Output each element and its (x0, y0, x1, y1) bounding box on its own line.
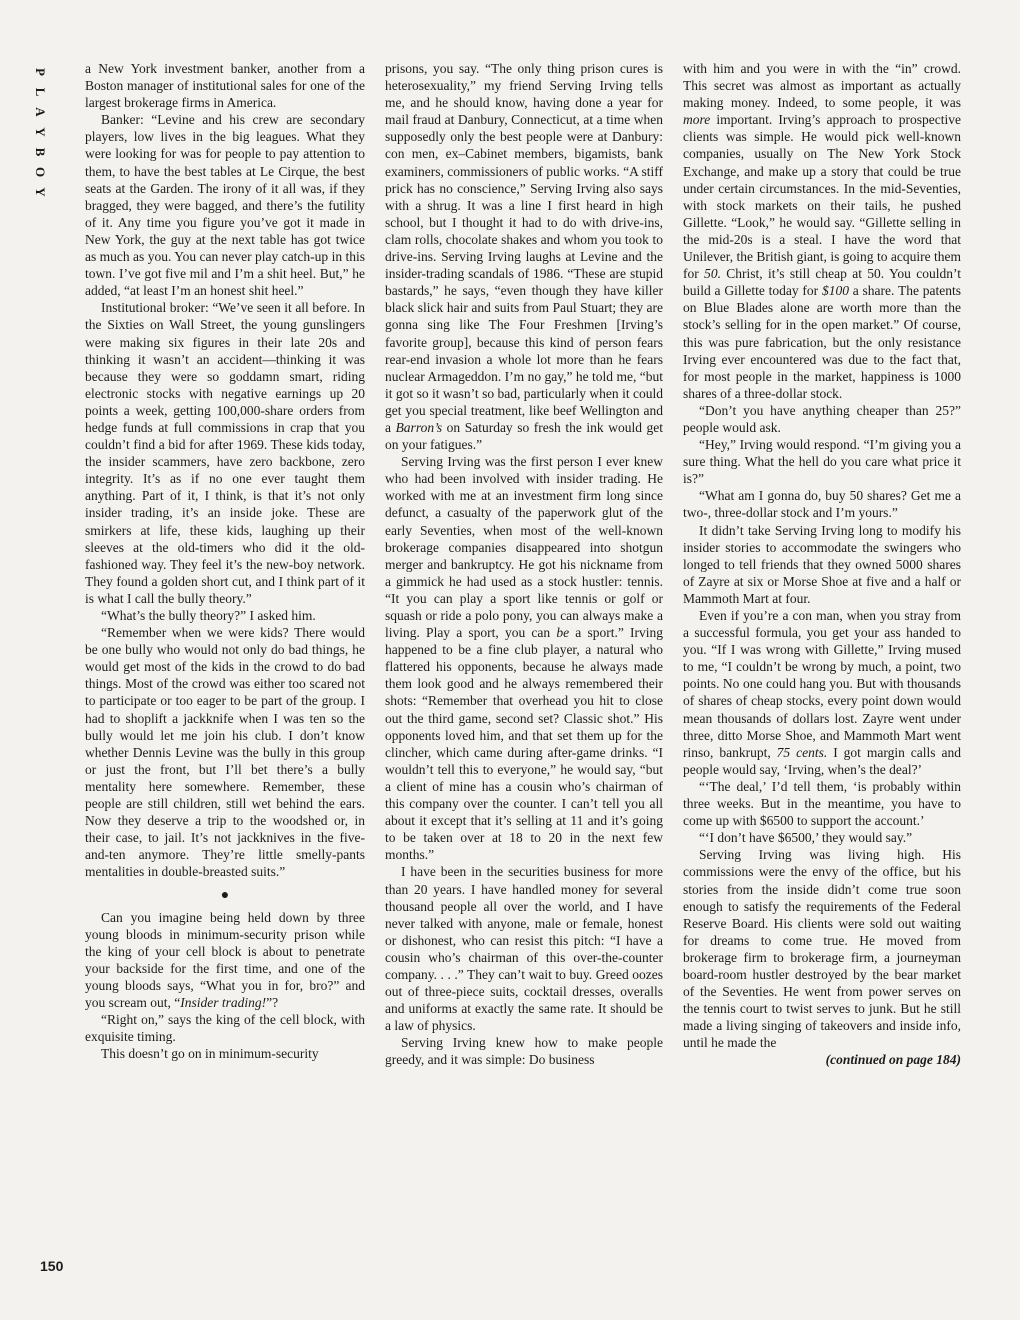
paragraph: “Remember when we were kids? There would be one bully who would not only do bad things, he would get most of the kids in the crowd to do bad things. Most of the crowd was either too scared not to participate or too eager to be part of the group. I had to shoplift a jackknife when I was ten so the bully would let me join his club. I don’t know whether Dennis Levine was the bully in this group or just the front, but I’ll bet there’s a bully mentality here somewhere. Remember, these people are still children, still wet behind the ears. Now they deserve a trip to the woodshed or, in their case, to jail. It’s not jackknives in the five-and-ten anymore. They’re little smelly-pants mentalities in double-breasted suits.” (85, 625, 365, 880)
paragraph (85, 909, 365, 1012)
paragraph: I have been in the securities business for more than 20 years. I have handled money for several thousand people all over the world, and I have never talked with anyone, male or female, honest or dishonest, who can resist this pitch: “I have a cousin who’s chairman of this over-the-counter company. . . .” They can’t wait to buy. Greed oozes out of three-piece suits, cocktail dresses, overalls and uniforms at exactly the same rate. It should be a law of physics. (385, 864, 663, 1034)
text-run: Even if you’re a con man, when you stray from a successful formula, you get your ass handed to you. “If I was wrong with Gillette,” Irving mused to me, “I couldn’t be wrong by much, a point, two points. No one could hang you. But with thousands of shares of cheap stocks, every point down would mean thousands of dollars lost. Zayre went under three, ditto Morse Shoe, and Mammoth Mart went rinso, bankrupt, (683, 608, 961, 760)
text-run: on Saturday so fresh the ink would get on your fatigues.” (385, 419, 664, 453)
text-run: ”? (266, 994, 279, 1010)
paragraph (385, 453, 663, 863)
text-run: important. Irving’s approach to prospective clients was simple. He would pick well-known companies, usually on The New York Stock Exchange, and make up a story that could be true under certain circumstances. In the mid-Seventies, with stock markets on their tails, he pushed Gillette. “Look,” he would say. “Gillette selling in the mid-20s is a steal. I have the word that Unilever, the British giant, is going to acquire them for (683, 112, 961, 282)
text-run: Can you imagine being held down by three young bloods in minimum-security prison while the king of your cell block is about to penetrate your backside for the first time, and one of the young bloods says, “What you in for, bro?” and you scream out, “ (85, 909, 365, 1010)
emphasis-text: 50. (704, 266, 721, 282)
sidebar-letter: P (33, 68, 48, 76)
paragraph: “Right on,” says the king of the cell block, with exquisite timing. (85, 1012, 365, 1045)
text-run: a sport.” Irving happened to be a fine club player, a natural who flattered his opponents, because he always made them look good and he always remembered their shots: “Remember that overhead you hit to close out the third game, second set? Classic shot.” His opponents loved him, and that set them up for the clincher, which came during after-game drinks. “I wouldn’t tell this to everyone,” he would say, “but a client of mine has a cousin who’s chairman of this company over the counter. I can’t tell you all about it except that it’s selling at 11 and it’s going to be taken over at 18 to 20 in the next few months.” (385, 625, 663, 863)
sidebar-letter: A (33, 107, 48, 117)
paragraph: “Hey,” Irving would respond. “I’m giving you a sure thing. What the hell do you care what price it is?” (683, 437, 961, 487)
sidebar-letter: L (33, 87, 48, 97)
paragraph (683, 607, 961, 778)
paragraph (385, 60, 663, 453)
paragraph: Serving Irving was living high. His commissions were the envy of the office, but his stories from the inside didn’t come true soon enough to satisfy the requirements of the Federal Reserve Board. His clients were sold out waiting for dreams to come true. He moved from brokerage firm to brokerage firm, a journeyman board-room hustler destroyed by the bear market of the Seventies. He went from power serves on the tennis court to twist serves to junk. But he still made a living singing of takeovers and inside info, until he made the (683, 847, 961, 1051)
paragraph: a New York investment banker, another from a Boston manager of institutional sales for one of the largest brokerage firms in America. (85, 61, 365, 111)
sidebar-letter: Y (33, 127, 48, 137)
sidebar-letter: B (33, 147, 48, 157)
paragraph: Institutional broker: “We’ve seen it all before. In the Sixties on Wall Street, the young gunslingers were making six figures in their late 20s and thinking it wasn’t an accident—thinking it was because they were so goddamn smart, riding electronic stocks with negative earnings up 20 points a week, getting 100,000-share orders from hedge funds at full commissions in crap that you couldn’t find a bid for after 1969. These kids today, the insider scammers, have zero backbone, zero integrity. It’s as if no one ever taught them anything. Part of it, I think, is that it’s not only insider trading, it’s an inside joke. These are smirkers at life, these kids, laughing up their sleeves at the old-timers who did it the old-fashioned way. They feel it’s the new-boy network. They found a golden short cut, and I think part of it is what I call the bully theory.” (85, 300, 365, 606)
page-number: 150 (40, 1258, 64, 1274)
paragraph: This doesn’t go on in minimum-security (101, 1046, 319, 1062)
emphasis-text: be (556, 625, 570, 641)
emphasis-text: more (683, 112, 711, 128)
text-run: with him and you were in with the “in” crowd. This secret was almost as important as actually making money. Indeed, to some people, it was (683, 61, 961, 111)
paragraph: “What am I gonna do, buy 50 shares? Get me a two-, three-dollar stock and I’m yours.” (683, 488, 961, 521)
paragraph: “‘The deal,’ I’d tell them, ‘is probably within three weeks. But in the meantime, you have to come up with $6500 to support the account.’ (683, 778, 961, 829)
article-column-2 (385, 60, 663, 1069)
emphasis-text: $100 (821, 283, 849, 299)
paragraph: “Don’t you have anything cheaper than 25?” people would ask. (683, 402, 961, 435)
paragraph: “What’s the bully theory?” I asked him. (101, 608, 316, 623)
paragraph: “‘I don’t have $6500,’ they would say.” (699, 830, 913, 846)
text-run: prisons, you say. “The only thing prison cures is heterosexuality,” my friend Serving Irving tells me, and he should know, having done a year for mail fraud at Danbury, Connecticut, at a time when supposedly only the best people were at Danbury: con men, ex–Cabinet members, bigamists, bank examiners, commissioners of public works. “A stiff prick has no conscience,” Serving Irving also says with a shrug. It was a line I first heard in high school, but I thought it had to do with drive-ins, clam rolls, chocolate shakes and whom you took to drive-ins. Serving Irving laughs at Levine and the insider-trading scandals of 1986. “These are stupid bastards,” he says, “even though they have killer black slick hair and suits from Paul Stuart; they are gonna sing like The Four Freshmen [Irving’s favorite group], because this kind of person fears rear-end invasion a whole lot more than he fears nuclear Armageddon. I’m no gay,” he told me, “but it got so it wasn’t so bad, particularly when it could get you special treatment, like beef Wellington and a (385, 61, 663, 435)
article-column-3 (683, 60, 961, 1069)
text-run: a share. The patents on Blue Blades alone are worth more than the stock’s selling for in the open market.” Of course, this was pure fabrication, but the only resistance Irving ever encountered was due to the fact that, for most people in the market, happiness is 1000 shares of a three-dollar stock. (683, 283, 961, 401)
emphasis-text: Barron’s (395, 419, 443, 435)
article-column-1 (85, 60, 365, 1062)
text-run: I got margin calls and people would say, ‘Irving, when’s the deal?’ (683, 744, 961, 777)
text-run: Serving Irving was the first person I ever knew who had been involved with insider trading. He worked with me at an investment firm long since defunct, a casualty of the paperwork glut of the early Seventies, when most of the well-known brokerage companies disappeared into shotgun merger and bankruptcy. He got his nickname from a gimmick he had used as a stock hustler: tennis. “It you can play a sport like tennis or golf or squash or ride a polo pony, you can always make a living. Play a sport, you can (385, 454, 663, 641)
continued-on-page-note: (continued on page 184) (825, 1052, 961, 1068)
sidebar-letter: O (33, 166, 48, 178)
paragraph: It didn’t take Serving Irving long to modify his insider stories to accommodate the swingers who longed to tell friends that they owned 5000 shares of Zayre at six or Morse Shoe at five and a half or Mammoth Mart at four. (683, 522, 961, 606)
emphasis-text: Insider trading! (180, 994, 267, 1010)
paragraph (683, 60, 961, 402)
sidebar-letter: Y (33, 187, 48, 197)
section-break-bullet: ● (220, 887, 230, 903)
text-run: Christ, it’s still cheap at 50. You couldn’t build a Gillette today for (683, 266, 961, 299)
magazine-sidebar-label (30, 62, 50, 202)
paragraph: Serving Irving knew how to make people greedy, and it was simple: Do business (385, 1035, 663, 1068)
emphasis-text: 75 cents. (776, 744, 828, 760)
paragraph: Banker: “Levine and his crew are secondary players, low lives in the big leagues. What they were looking for was for people to pay attention to them, to have the best tables at Le Cirque, the best seats at the Garden. The irony of it all was, if they bragged, they were bagged, and there’s the futility of it. Any time you figure you’ve got it made in New York, the guy at the next table has got twice as much as you. You can never play catch-up in this town. I’ve got five mil and I’m a shit heel. But,” he added, “at least I’m an honest shit heel.” (85, 112, 365, 299)
